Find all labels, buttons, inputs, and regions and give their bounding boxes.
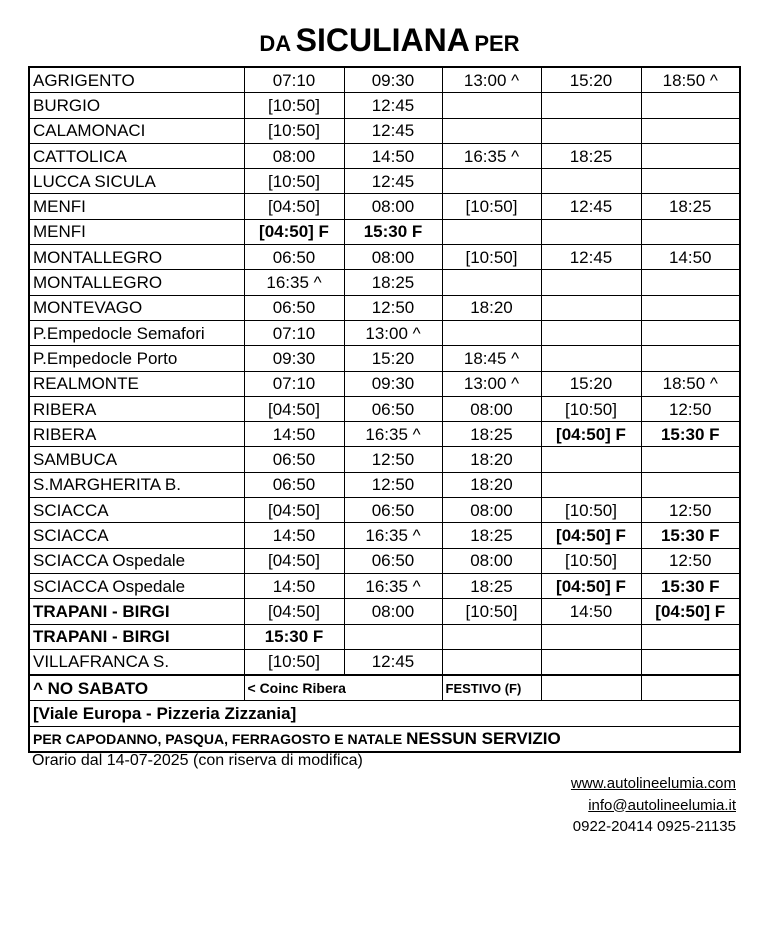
table-row bbox=[29, 346, 740, 371]
destination-cell: CALAMONACI bbox=[29, 118, 244, 143]
destination-cell: SAMBUCA bbox=[29, 447, 244, 472]
destination-cell: RIBERA bbox=[29, 422, 244, 447]
destination-cell: REALMONTE bbox=[29, 371, 244, 396]
time-cell bbox=[641, 169, 740, 194]
time-cell: 14:50 bbox=[244, 523, 344, 548]
time-cell: 08:00 bbox=[344, 599, 442, 624]
time-cell bbox=[541, 295, 641, 320]
page-title bbox=[0, 22, 779, 59]
time-cell bbox=[541, 320, 641, 345]
time-cell bbox=[541, 649, 641, 675]
table-row bbox=[29, 498, 740, 523]
time-cell: [10:50] bbox=[244, 649, 344, 675]
time-cell: 06:50 bbox=[244, 295, 344, 320]
time-cell bbox=[442, 219, 541, 244]
destination-cell: MENFI bbox=[29, 194, 244, 219]
title-place: SICULIANA bbox=[295, 22, 470, 58]
destination-cell: LUCCA SICULA bbox=[29, 169, 244, 194]
time-cell: [04:50] bbox=[244, 396, 344, 421]
time-cell: 12:50 bbox=[344, 472, 442, 497]
time-cell: 06:50 bbox=[244, 245, 344, 270]
time-cell bbox=[641, 346, 740, 371]
time-cell bbox=[641, 472, 740, 497]
destination-cell: P.Empedocle Semafori bbox=[29, 320, 244, 345]
time-cell: 08:00 bbox=[244, 143, 344, 168]
stop-location-note: [Viale Europa - Pizzeria Zizzania] bbox=[29, 701, 740, 726]
timetable bbox=[28, 66, 741, 753]
time-cell: 16:35 ^ bbox=[244, 270, 344, 295]
timetable-notes bbox=[29, 675, 740, 752]
time-cell: 13:00 ^ bbox=[442, 67, 541, 93]
destination-cell: CATTOLICA bbox=[29, 143, 244, 168]
phone-numbers: 0922-20414 0925-21135 bbox=[572, 818, 736, 835]
holiday-note-no-service: NESSUN SERVIZIO bbox=[406, 729, 561, 749]
time-cell: [10:50] bbox=[442, 599, 541, 624]
destination-cell: VILLAFRANCA S. bbox=[29, 649, 244, 675]
title-suffix: PER bbox=[474, 31, 520, 56]
table-row bbox=[29, 472, 740, 497]
time-cell: 06:50 bbox=[344, 396, 442, 421]
time-cell bbox=[541, 447, 641, 472]
time-cell: 08:00 bbox=[442, 396, 541, 421]
table-row bbox=[29, 245, 740, 270]
time-cell: 18:20 bbox=[442, 295, 541, 320]
time-cell: 16:35 ^ bbox=[442, 143, 541, 168]
legend-no-sabato: ^ NO SABATO bbox=[29, 675, 244, 701]
time-cell: 12:45 bbox=[344, 649, 442, 675]
destination-cell: MONTALLEGRO bbox=[29, 270, 244, 295]
destination-cell: MONTEVAGO bbox=[29, 295, 244, 320]
time-cell: [10:50] bbox=[541, 396, 641, 421]
time-cell: 15:30 F bbox=[641, 523, 740, 548]
time-cell bbox=[641, 447, 740, 472]
time-cell: 18:50 ^ bbox=[641, 67, 740, 93]
timetable-rows bbox=[29, 67, 740, 675]
time-cell: [04:50] bbox=[244, 194, 344, 219]
time-cell: 16:35 ^ bbox=[344, 573, 442, 598]
time-cell: 07:10 bbox=[244, 67, 344, 93]
destination-cell: TRAPANI - BIRGI bbox=[29, 599, 244, 624]
time-cell: 12:45 bbox=[344, 118, 442, 143]
time-cell: 18:25 bbox=[344, 270, 442, 295]
time-cell: [04:50] F bbox=[541, 573, 641, 598]
time-cell: [10:50] bbox=[442, 245, 541, 270]
table-row bbox=[29, 523, 740, 548]
table-row bbox=[29, 371, 740, 396]
time-cell: 12:45 bbox=[541, 245, 641, 270]
time-cell: [04:50] bbox=[244, 599, 344, 624]
table-row bbox=[29, 169, 740, 194]
time-cell bbox=[442, 118, 541, 143]
destination-cell: P.Empedocle Porto bbox=[29, 346, 244, 371]
table-row bbox=[29, 320, 740, 345]
time-cell: 15:20 bbox=[541, 371, 641, 396]
time-cell: 18:25 bbox=[641, 194, 740, 219]
destination-cell: BURGIO bbox=[29, 93, 244, 118]
time-cell: 08:00 bbox=[344, 194, 442, 219]
time-cell: 07:10 bbox=[244, 320, 344, 345]
time-cell bbox=[442, 93, 541, 118]
time-cell bbox=[442, 320, 541, 345]
time-cell: [10:50] bbox=[541, 498, 641, 523]
time-cell: 15:30 F bbox=[244, 624, 344, 649]
table-row bbox=[29, 649, 740, 675]
time-cell: 15:30 F bbox=[641, 573, 740, 598]
legend-festivo: FESTIVO (F) bbox=[442, 675, 541, 701]
time-cell: [04:50] F bbox=[641, 599, 740, 624]
time-cell: 14:50 bbox=[344, 143, 442, 168]
time-cell bbox=[641, 219, 740, 244]
table-row bbox=[29, 194, 740, 219]
time-cell: 08:00 bbox=[442, 548, 541, 573]
table-row bbox=[29, 67, 740, 93]
time-cell: 18:25 bbox=[442, 422, 541, 447]
time-cell: 15:30 F bbox=[641, 422, 740, 447]
holiday-note-row bbox=[29, 726, 740, 752]
time-cell bbox=[442, 649, 541, 675]
time-cell: 14:50 bbox=[244, 573, 344, 598]
email-link[interactable]: info@autolineelumia.it bbox=[588, 796, 736, 814]
time-cell: 18:20 bbox=[442, 472, 541, 497]
time-cell: 08:00 bbox=[442, 498, 541, 523]
destination-cell: MONTALLEGRO bbox=[29, 245, 244, 270]
time-cell bbox=[442, 270, 541, 295]
destination-cell: RIBERA bbox=[29, 396, 244, 421]
table-row bbox=[29, 219, 740, 244]
time-cell bbox=[442, 624, 541, 649]
destination-cell: SCIACCA Ospedale bbox=[29, 548, 244, 573]
time-cell bbox=[641, 118, 740, 143]
legend-row bbox=[29, 675, 740, 701]
validity-text: Orario dal 14-07-2025 (con riserva di modifica) bbox=[32, 752, 363, 769]
contacts-block bbox=[571, 773, 736, 838]
time-cell bbox=[641, 270, 740, 295]
time-cell: 18:50 ^ bbox=[641, 371, 740, 396]
time-cell: 12:45 bbox=[541, 194, 641, 219]
time-cell bbox=[641, 143, 740, 168]
time-cell: 14:50 bbox=[244, 422, 344, 447]
time-cell: 09:30 bbox=[344, 371, 442, 396]
destination-cell: S.MARGHERITA B. bbox=[29, 472, 244, 497]
destination-cell: AGRIGENTO bbox=[29, 67, 244, 93]
table-row bbox=[29, 118, 740, 143]
time-cell: 12:45 bbox=[344, 169, 442, 194]
time-cell bbox=[344, 624, 442, 649]
time-cell: 14:50 bbox=[541, 599, 641, 624]
time-cell: 08:00 bbox=[344, 245, 442, 270]
time-cell bbox=[442, 169, 541, 194]
table-row bbox=[29, 422, 740, 447]
legend-coinc-ribera: < Coinc Ribera bbox=[244, 675, 442, 701]
destination-cell: MENFI bbox=[29, 219, 244, 244]
time-cell: 13:00 ^ bbox=[344, 320, 442, 345]
destination-cell: TRAPANI - BIRGI bbox=[29, 624, 244, 649]
time-cell bbox=[541, 219, 641, 244]
time-cell: 18:45 ^ bbox=[442, 346, 541, 371]
time-cell: 13:00 ^ bbox=[442, 371, 541, 396]
time-cell bbox=[541, 472, 641, 497]
table-row bbox=[29, 295, 740, 320]
time-cell: 18:25 bbox=[442, 573, 541, 598]
table-row bbox=[29, 143, 740, 168]
time-cell: [04:50] bbox=[244, 548, 344, 573]
time-cell: 12:50 bbox=[641, 396, 740, 421]
time-cell bbox=[641, 624, 740, 649]
holiday-note bbox=[29, 726, 740, 752]
time-cell: 12:50 bbox=[641, 498, 740, 523]
time-cell bbox=[541, 346, 641, 371]
time-cell bbox=[541, 118, 641, 143]
time-cell: 07:10 bbox=[244, 371, 344, 396]
time-cell: 06:50 bbox=[344, 548, 442, 573]
time-cell: 18:25 bbox=[442, 523, 541, 548]
stop-note-row bbox=[29, 701, 740, 726]
time-cell: 16:35 ^ bbox=[344, 422, 442, 447]
time-cell: [04:50] F bbox=[244, 219, 344, 244]
time-cell: 15:20 bbox=[344, 346, 442, 371]
website-link[interactable]: www.autolineelumia.com bbox=[570, 775, 736, 792]
time-cell bbox=[641, 649, 740, 675]
table-row bbox=[29, 548, 740, 573]
time-cell: 06:50 bbox=[344, 498, 442, 523]
time-cell: [04:50] bbox=[244, 498, 344, 523]
time-cell: 12:50 bbox=[344, 295, 442, 320]
time-cell: 09:30 bbox=[244, 346, 344, 371]
table-row bbox=[29, 396, 740, 421]
destination-cell: SCIACCA bbox=[29, 523, 244, 548]
title-prefix: DA bbox=[259, 31, 292, 56]
table-row bbox=[29, 270, 740, 295]
time-cell: 09:30 bbox=[344, 67, 442, 93]
table-row bbox=[29, 624, 740, 649]
destination-cell: SCIACCA bbox=[29, 498, 244, 523]
time-cell: 12:50 bbox=[641, 548, 740, 573]
table-row bbox=[29, 599, 740, 624]
time-cell: 15:30 F bbox=[344, 219, 442, 244]
time-cell bbox=[541, 270, 641, 295]
time-cell: [10:50] bbox=[442, 194, 541, 219]
table-row bbox=[29, 93, 740, 118]
time-cell bbox=[641, 93, 740, 118]
time-cell bbox=[541, 93, 641, 118]
time-cell: 06:50 bbox=[244, 447, 344, 472]
time-cell: 15:20 bbox=[541, 67, 641, 93]
destination-cell: SCIACCA Ospedale bbox=[29, 573, 244, 598]
table-row bbox=[29, 447, 740, 472]
time-cell: 16:35 ^ bbox=[344, 523, 442, 548]
time-cell: 18:25 bbox=[541, 143, 641, 168]
time-cell: [10:50] bbox=[244, 169, 344, 194]
time-cell: 12:45 bbox=[344, 93, 442, 118]
time-cell bbox=[541, 169, 641, 194]
time-cell bbox=[641, 320, 740, 345]
time-cell: [04:50] F bbox=[541, 523, 641, 548]
time-cell: [10:50] bbox=[244, 93, 344, 118]
legend-empty-cell bbox=[541, 675, 641, 701]
time-cell: [04:50] F bbox=[541, 422, 641, 447]
table-row bbox=[29, 573, 740, 598]
time-cell: [10:50] bbox=[244, 118, 344, 143]
time-cell: [10:50] bbox=[541, 548, 641, 573]
time-cell bbox=[641, 295, 740, 320]
time-cell bbox=[541, 624, 641, 649]
time-cell: 12:50 bbox=[344, 447, 442, 472]
time-cell: 18:20 bbox=[442, 447, 541, 472]
legend-empty-cell bbox=[641, 675, 740, 701]
time-cell: 14:50 bbox=[641, 245, 740, 270]
holiday-note-prefix: PER CAPODANNO, PASQUA, FERRAGOSTO E NATALE bbox=[33, 731, 407, 748]
time-cell: 06:50 bbox=[244, 472, 344, 497]
